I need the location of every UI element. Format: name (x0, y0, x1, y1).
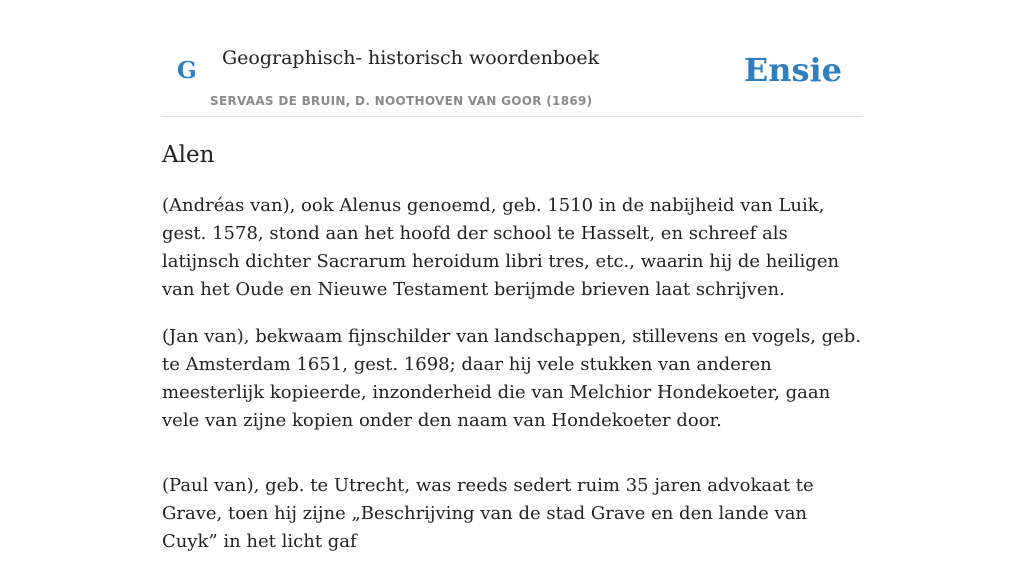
entry-title: Alen (162, 142, 215, 168)
book-header (162, 0, 862, 117)
book-letter-icon[interactable]: G (177, 57, 197, 84)
ensie-logo-link[interactable]: Ensie (743, 51, 842, 89)
entry-body (162, 192, 862, 575)
entry-paragraph: (Andréas van), ook Alenus genoemd, geb. 1510 in de nabijheid van Luik, gest. 1578, stond aan het hoofd der school te Hasselt, en schreef als latijnsch dichter Sacrarum heroidum libri tres, etc., waarin hij de heiligen van het Oude en Nieuwe Testament berijmde brieven laat schrijven. (162, 195, 840, 300)
book-title-link[interactable]: Geographisch- historisch woordenboek (222, 47, 600, 69)
entry-paragraph: (Paul van), geb. te Utrecht, was reeds sedert ruim 35 jaren advokaat te Grave, toen hij zijne „Beschrijving van de stad Grave en den lande van Cuyk” in het licht gaf (162, 475, 814, 552)
book-authors: SERVAAS DE BRUIN, D. NOOTHOVEN VAN GOOR (1869) (210, 94, 593, 108)
entry-paragraph: (Jan van), bekwaam fijnschilder van landschappen, stillevens en vogels, geb. te Amsterdam 1651, gest. 1698; daar hij vele stukken van anderen meesterlijk kopieerde, inzonderheid die van Melchior Hondekoeter, gaan vele van zijne kopien onder den naam van Hondekoeter door. (162, 326, 862, 431)
